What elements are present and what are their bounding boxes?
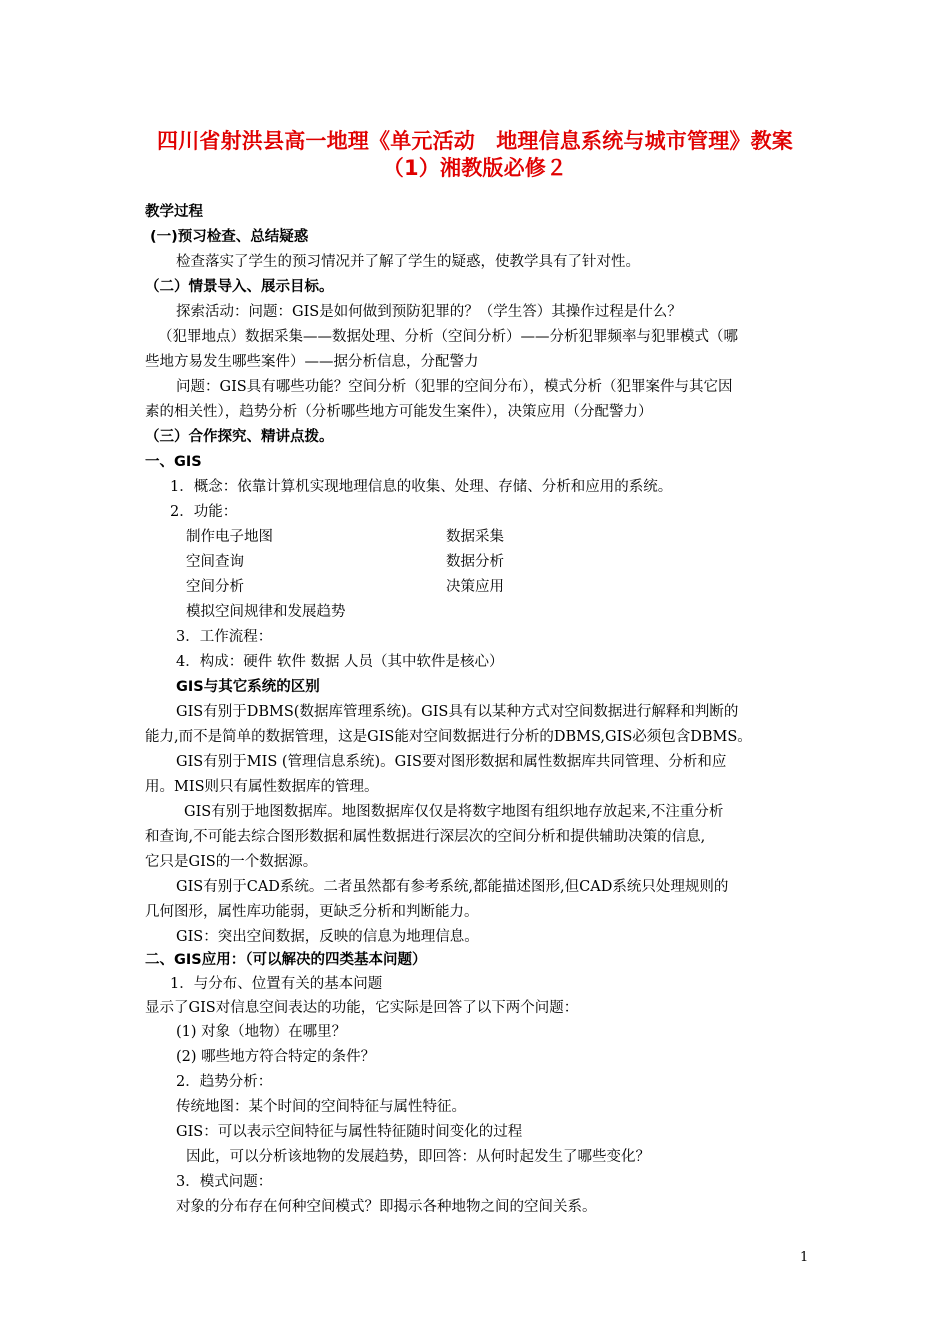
- subsection-heading: （二）情景导入、展示目标。: [145, 279, 334, 295]
- paragraph-line: 3．模式问题：: [176, 1174, 273, 1190]
- function-item: 数据分析: [446, 554, 504, 570]
- page-number: 1: [800, 1250, 809, 1265]
- paragraph-line: GIS：突出空间数据，反映的信息为地理信息。: [176, 929, 479, 945]
- function-item: 模拟空间规律和发展趋势: [186, 604, 346, 620]
- paragraph-line: （犯罪地点）数据采集——数据处理、分析（空间分析）——分析犯罪频率与犯罪模式（哪: [158, 329, 738, 345]
- paragraph-line: GIS有别于DBMS(数据库管理系统)。GIS具有以某种方式对空间数据进行解释和判断的: [176, 704, 739, 720]
- paragraph-line: 几何图形，属性库功能弱，更缺乏分析和判断能力。: [145, 904, 479, 920]
- paragraph-line: 1．与分布、位置有关的基本问题: [170, 976, 383, 992]
- document-title-line2: （1）湘教版必修２: [382, 156, 568, 180]
- subsection-heading: （三）合作探究、精讲点拨。: [145, 429, 334, 445]
- paragraph-line: GIS有别于CAD系统。二者虽然都有参考系统,都能描述图形,但CAD系统只处理规则的: [176, 879, 729, 895]
- section-heading: 教学过程: [145, 204, 203, 220]
- paragraph-line: (1) 对象（地物）在哪里？: [176, 1024, 347, 1040]
- paragraph-line: 它只是GIS的一个数据源。: [145, 854, 318, 870]
- paragraph-line: 4．构成：硬件 软件 数据 人员（其中软件是核心）: [176, 654, 504, 670]
- paragraph-line: GIS：可以表示空间特征与属性特征随时间变化的过程: [176, 1124, 523, 1140]
- paragraph-line: 3．工作流程：: [176, 629, 273, 645]
- paragraph-line: 2．功能：: [170, 504, 238, 520]
- paragraph-line: 对象的分布存在何种空间模式？即揭示各种地物之间的空间关系。: [176, 1199, 597, 1215]
- paragraph-line: 1．概念：依靠计算机实现地理信息的收集、处理、存储、分析和应用的系统。: [170, 479, 673, 495]
- paragraph-line: 和查询,不可能去综合图形数据和属性数据进行深层次的空间分析和提供辅助决策的信息,: [145, 829, 706, 845]
- subsection-heading: (一)预习检查、总结疑惑: [150, 229, 309, 245]
- function-item: 数据采集: [446, 529, 504, 545]
- document-title-line1: 四川省射洪县高一地理《单元活动 地理信息系统与城市管理》教案: [157, 129, 793, 153]
- function-item: 决策应用: [446, 579, 504, 595]
- paragraph-line: 显示了GIS对信息空间表达的功能，它实际是回答了以下两个问题：: [145, 1000, 579, 1016]
- paragraph-line: 传统地图：某个时间的空间特征与属性特征。: [176, 1099, 466, 1115]
- paragraph-line: 检查落实了学生的预习情况并了解了学生的疑惑，使教学具有了针对性。: [176, 254, 640, 270]
- paragraph-line: 2．趋势分析：: [176, 1074, 273, 1090]
- paragraph-line: GIS有别于地图数据库。地图数据库仅仅是将数字地图有组织地存放起来,不注重分析: [184, 804, 724, 820]
- function-item: 制作电子地图: [186, 529, 273, 545]
- paragraph-line: 问题：GIS具有哪些功能？空间分析（犯罪的空间分布），模式分析（犯罪案件与其它因: [176, 379, 733, 395]
- section-heading: 一、GIS: [145, 454, 202, 470]
- paragraph-line: 因此，可以分析该地物的发展趋势，即回答：从何时起发生了哪些变化？: [186, 1149, 650, 1165]
- function-item: 空间查询: [186, 554, 244, 570]
- paragraph-line: GIS有别于MIS (管理信息系统)。GIS要对图形数据和属性数据库共同管理、分析和应: [176, 754, 727, 770]
- paragraph-line: 能力,而不是简单的数据管理，这是GIS能对空间数据进行分析的DBMS,GIS必须包含DBMS。: [145, 729, 752, 745]
- subsection-heading: GIS与其它系统的区别: [176, 679, 320, 695]
- paragraph-line: 素的相关性），趋势分析（分析哪些地方可能发生案件），决策应用（分配警力）: [145, 404, 653, 420]
- section-heading: 二、GIS应用：（可以解决的四类基本问题）: [145, 952, 427, 968]
- paragraph-line: 探索活动：问题：GIS是如何做到预防犯罪的？（学生答）其操作过程是什么？: [176, 304, 682, 320]
- function-item: 空间分析: [186, 579, 244, 595]
- paragraph-line: (2) 哪些地方符合特定的条件？: [176, 1049, 376, 1065]
- paragraph-line: 用。MIS则只有属性数据库的管理。: [145, 779, 379, 795]
- paragraph-line: 些地方易发生哪些案件）——据分析信息，分配警力: [145, 354, 479, 370]
